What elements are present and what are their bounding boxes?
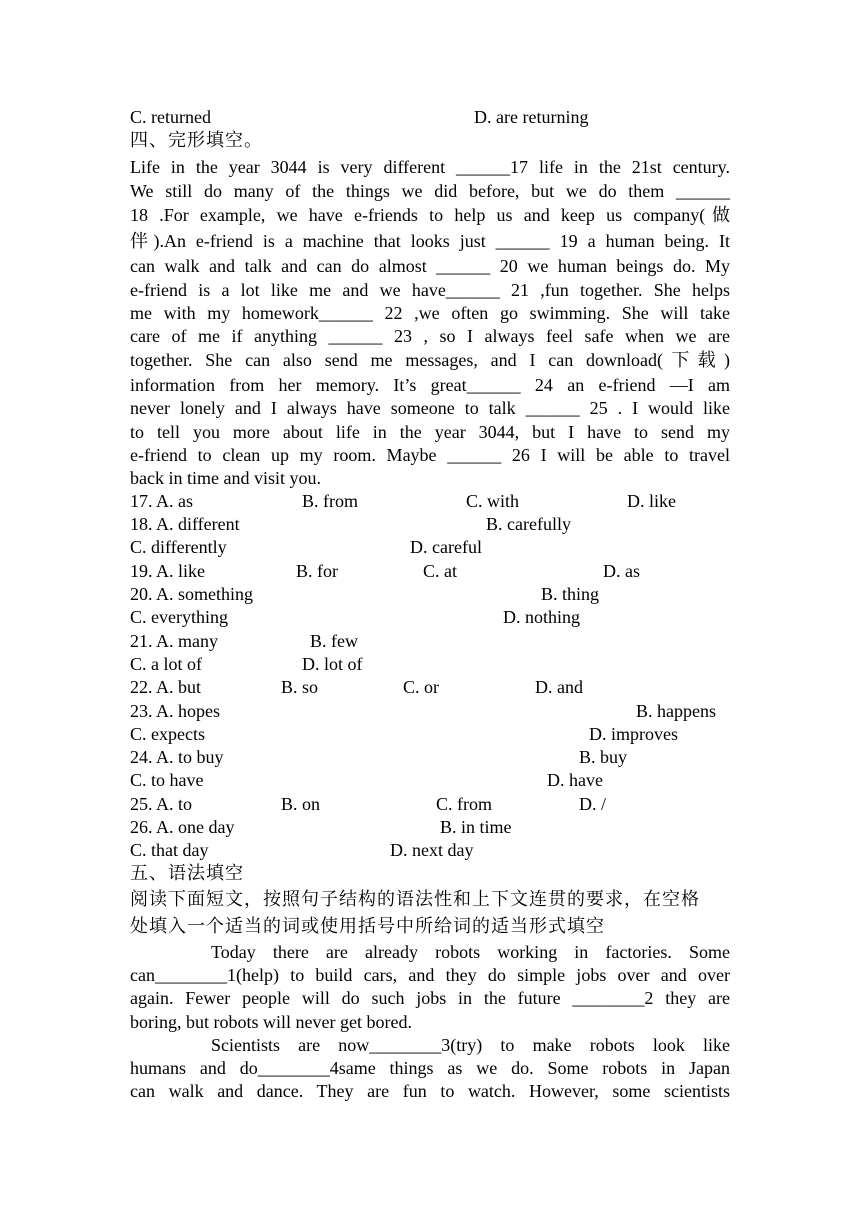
- q19-option-c: C. at: [423, 561, 457, 581]
- passage-line: back in time and visit you.: [130, 468, 321, 488]
- q23-option-d: D. improves: [589, 724, 678, 744]
- grammar-passage-line: can________1(help) to build cars, and they do simple jobs over and over: [130, 965, 730, 985]
- passage-line: to tell you more about life in the year 3044, but I have to send my: [130, 422, 730, 442]
- q26-option-c: C. that day: [130, 840, 209, 860]
- grammar-passage-line: Scientists are now________3(try) to make robots look like: [211, 1035, 730, 1055]
- section-heading-grammar: 五、语法填空: [130, 863, 244, 883]
- q22-option-a: 22. A. but: [130, 677, 202, 697]
- q26-option-b: B. in time: [440, 817, 512, 837]
- q21-option-b: B. few: [310, 631, 358, 651]
- q17-option-c: C. with: [466, 491, 520, 511]
- q23-option-c: C. expects: [130, 724, 205, 744]
- q17-option-a: 17. A. as: [130, 491, 193, 511]
- grammar-passage-line: boring, but robots will never get bored.: [130, 1012, 412, 1032]
- grammar-passage-line: Today there are already robots working in factories. Some: [211, 942, 730, 962]
- q21-option-d: D. lot of: [302, 654, 363, 674]
- passage-line: e-friend is a lot like me and we have______ 21 ,fun together. She helps: [130, 280, 730, 300]
- q22-option-d: D. and: [535, 677, 583, 697]
- q19-option-a: 19. A. like: [130, 561, 205, 581]
- q17-option-b: B. from: [302, 491, 358, 511]
- grammar-passage-line: again. Fewer people will do such jobs in the future ________2 they are: [130, 988, 730, 1008]
- option-c-returned: C. returned: [130, 107, 211, 127]
- passage-line: We still do many of the things we did before, but we do them ______: [130, 181, 730, 201]
- grammar-passage-line: humans and do________4same things as we do. Some robots in Japan: [130, 1058, 730, 1078]
- q20-option-d: D. nothing: [503, 607, 581, 627]
- q19-option-d: D. as: [603, 561, 640, 581]
- q20-option-a: 20. A. something: [130, 584, 254, 604]
- q24-option-b: B. buy: [579, 747, 628, 767]
- passage-line: information from her memory. It’s great______ 24 an e-friend —I am: [130, 375, 730, 395]
- instruction-line: 处填入一个适当的词或使用括号中所给词的适当形式填空: [130, 916, 605, 936]
- q20-option-c: C. everything: [130, 607, 228, 627]
- passage-line: care of me if anything ______ 23 , so I always feel safe when we are: [130, 326, 730, 346]
- q23-option-b: B. happens: [636, 701, 716, 721]
- q18-option-a: 18. A. different: [130, 514, 240, 534]
- q17-option-d: D. like: [627, 491, 676, 511]
- q25-option-b: B. on: [281, 794, 321, 814]
- passage-line: can walk and talk and can do almost ______ 20 we human beings do. My: [130, 256, 730, 276]
- passage-line: e-friend to clean up my room. Maybe ______ 26 I will be able to travel: [130, 445, 730, 465]
- q23-option-a: 23. A. hopes: [130, 701, 220, 721]
- q22-option-c: C. or: [403, 677, 439, 697]
- passage-line: me with my homework______ 22 ,we often go swimming. She will take: [130, 303, 730, 323]
- q22-option-b: B. so: [281, 677, 319, 697]
- q18-option-c: C. differently: [130, 537, 227, 557]
- q20-option-b: B. thing: [541, 584, 600, 604]
- passage-line: 伴).An e-friend is a machine that looks just ______ 19 a human being. It: [130, 231, 730, 251]
- q25-option-d: D. /: [579, 794, 606, 814]
- q18-option-b: B. carefully: [486, 514, 571, 534]
- q25-option-c: C. from: [436, 794, 492, 814]
- option-d-are-returning: D. are returning: [474, 107, 589, 127]
- q21-option-c: C. a lot of: [130, 654, 202, 674]
- q24-option-c: C. to have: [130, 770, 204, 790]
- q26-option-d: D. next day: [390, 840, 474, 860]
- section-heading-cloze: 四、完形填空。: [130, 130, 263, 150]
- q24-option-d: D. have: [547, 770, 603, 790]
- q25-option-a: 25. A. to: [130, 794, 193, 814]
- q26-option-a: 26. A. one day: [130, 817, 235, 837]
- passage-line: Life in the year 3044 is very different ______17 life in the 21st century.: [130, 157, 730, 177]
- q24-option-a: 24. A. to buy: [130, 747, 224, 767]
- grammar-passage-line: can walk and dance. They are fun to watch. However, some scientists: [130, 1081, 730, 1101]
- q21-option-a: 21. A. many: [130, 631, 218, 651]
- passage-line: never lonely and I always have someone to talk ______ 25 . I would like: [130, 398, 730, 418]
- q19-option-b: B. for: [296, 561, 338, 581]
- passage-line: 18 .For example, we have e-friends to help us and keep us company(做: [130, 205, 730, 225]
- instruction-line: 阅读下面短文，按照句子结构的语法性和上下文连贯的要求，在空格: [130, 889, 700, 909]
- passage-line: together. She can also send me messages, and I can download(下载): [130, 350, 730, 370]
- q18-option-d: D. careful: [410, 537, 482, 557]
